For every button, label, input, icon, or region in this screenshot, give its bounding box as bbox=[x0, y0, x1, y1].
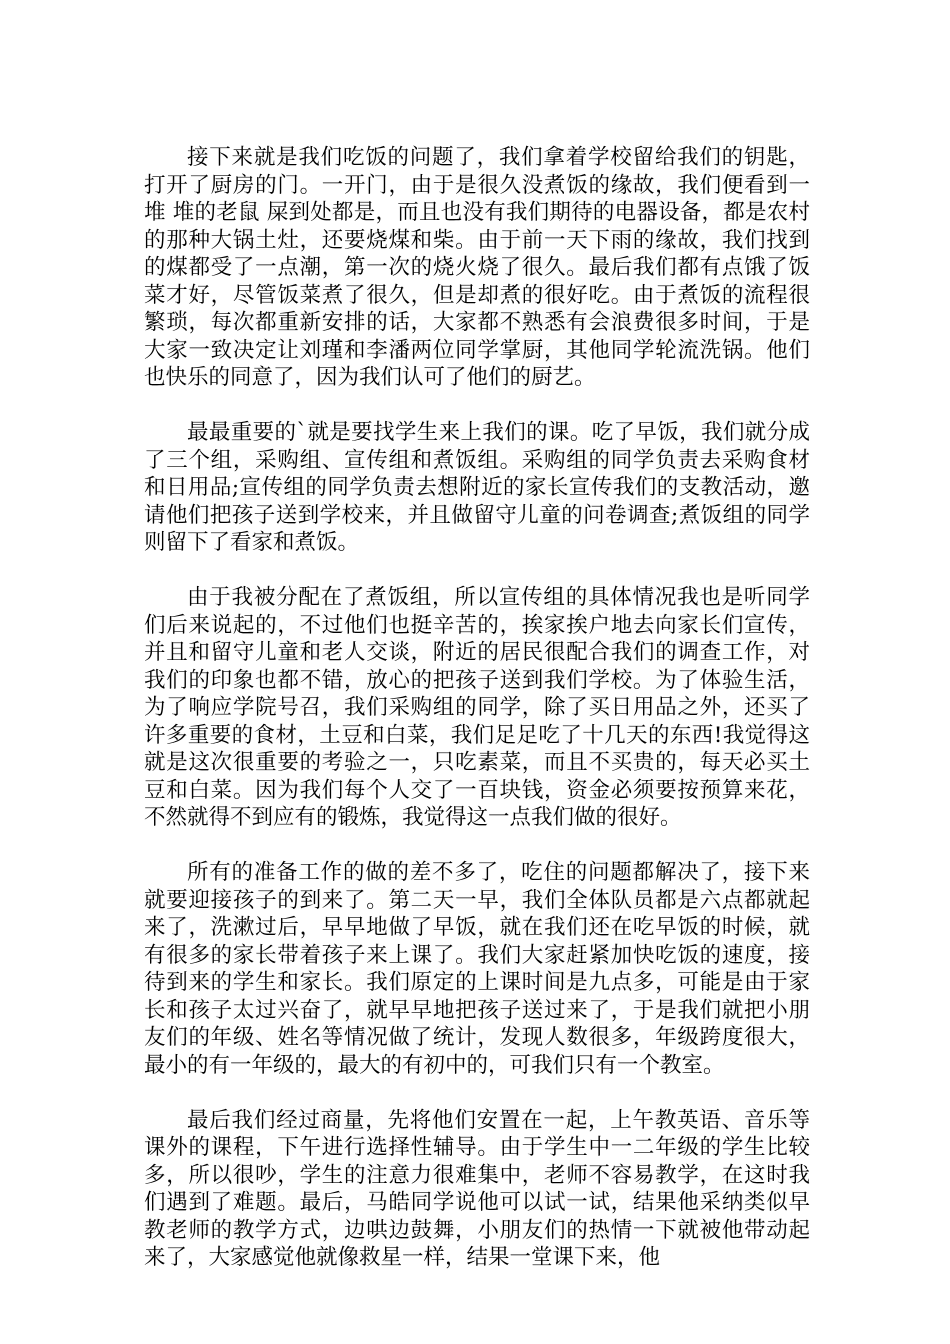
paragraph-preparation: 所有的准备工作的做的差不多了，吃住的问题都解决了，接下来就要迎接孩子的到来了。第二天一早，我们全体队员都是六点都就起来了，洗漱过后，早早地做了早饭，就在我们还在吃早饭的时候，就有很多的家长带着孩子来上课了。我们大家赶紧加快吃饭的速度，接待到来的学生和家长。我们原定的上课时间是九点多，可能是由于家长和孩子太过兴奋了，就早早地把孩子送过来了，于是我们就把小朋友们的年级、姓名等情况做了统计，发现人数很多，年级跨度很大，最小的有一年级的，最大的有初中的，可我们只有一个教室。 bbox=[144, 860, 810, 1078]
document-body bbox=[144, 144, 810, 1299]
paragraph-cooking-group: 由于我被分配在了煮饭组，所以宣传组的具体情况我也是听同学们后来说起的，不过他们也挺辛苦的，挨家挨户地去向家长们宣传，并且和留守儿童和老人交谈，附近的居民很配合我们的调查工作，对我们的印象也都不错，放心的把孩子送到我们学校。为了体验生活，为了响应学院号召，我们采购组的同学，除了买日用品之外，还买了许多重要的食材，土豆和白菜，我们足足吃了十几天的东西!我觉得这就是这次很重要的考验之一，只吃素菜，而且不买贵的，每天必买土豆和白菜。因为我们每个人交了一百块钱，资金必须要按预算来花，不然就得不到应有的锻炼，我觉得这一点我们做的很好。 bbox=[144, 585, 810, 830]
paragraph-kitchen: 接下来就是我们吃饭的问题了，我们拿着学校留给我们的钥匙，打开了厨房的门。一开门，由于是很久没煮饭的缘故，我们便看到一堆 堆的老鼠 屎到处都是，而且也没有我们期待的电器设备，都是农村的那种大锅土灶，还要烧煤和柴。由于前一天下雨的缘故，我们找到的煤都受了一点潮，第一次的烧火烧了很久。最后我们都有点饿了饭菜才好，尽管饭菜煮了很久，但是却煮的很好吃。由于煮饭的流程很繁琐，每次都重新安排的话，大家都不熟悉有会浪费很多时间，于是大家一致决定让刘瑾和李潘两位同学掌厨，其他同学轮流洗锅。他们也快乐的同意了，因为我们认可了他们的厨艺。 bbox=[144, 145, 810, 390]
paragraph-teaching: 最后我们经过商量，先将他们安置在一起，上午教英语、音乐等课外的课程，下午进行选择性辅导。由于学生中一二年级的学生比较多，所以很吵，学生的注意力很难集中，老师不容易教学，在这时我们遇到了难题。最后，马皓同学说他可以试一试，结果他采纳类似早教老师的教学方式，边哄边鼓舞，小朋友们的热情一下就被他带动起来了，大家感觉他就像救星一样，结果一堂课下来，他 bbox=[144, 1107, 810, 1270]
paragraph-groups: 最最重要的`就是要找学生来上我们的课。吃了早饭，我们就分成了三个组，采购组、宣传组和煮饭组。采购组的同学负责去采购食材和日用品;宣传组的同学负责去想附近的家长宣传我们的支教活动，邀请他们把孩子送到学校来，并且做留守儿童的问卷调查;煮饭组的同学则留下了看家和煮饭。 bbox=[144, 420, 810, 555]
